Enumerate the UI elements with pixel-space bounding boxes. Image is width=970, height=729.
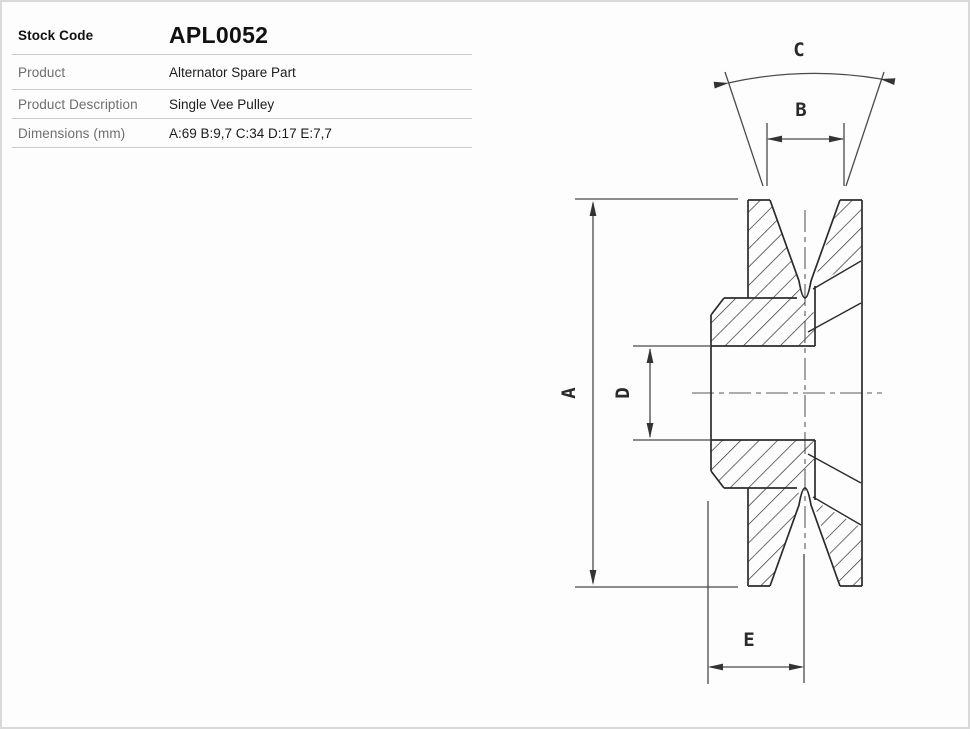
spec-value: A:69 B:9,7 C:34 D:17 E:7,7 xyxy=(169,125,332,141)
dim-e-arrow-left xyxy=(708,664,723,671)
dim-label-b: B xyxy=(795,99,807,121)
hatch-upper-web xyxy=(711,298,815,346)
dim-a-arrow-down xyxy=(590,570,597,585)
dim-label-d: D xyxy=(612,387,634,399)
hatch-lower-web xyxy=(711,440,815,488)
dim-c-ext-right xyxy=(846,72,884,186)
dim-label-e: E xyxy=(743,629,755,651)
dim-b-arrow-right xyxy=(829,136,844,143)
dim-c-ext-left xyxy=(725,72,763,186)
spec-value: Single Vee Pulley xyxy=(169,96,275,112)
spec-label: Dimensions (mm) xyxy=(18,125,126,141)
flange-cone-edge-4 xyxy=(808,454,861,483)
hatch-bottom-right-flange xyxy=(813,500,862,586)
spec-label: Stock Code xyxy=(18,27,94,43)
dim-e-arrow-right xyxy=(789,664,804,671)
spec-value: Alternator Spare Part xyxy=(169,64,296,80)
dim-c-arc xyxy=(728,73,881,83)
dim-label-c: C xyxy=(793,39,805,61)
spec-label: Product Description xyxy=(18,96,138,112)
stock-code-value: APL0052 xyxy=(169,21,269,48)
hatch-top-right-flange xyxy=(813,200,862,286)
dim-label-a: A xyxy=(558,387,580,399)
flange-cone-edge-2 xyxy=(808,303,861,332)
dim-d-arrow-up xyxy=(647,348,654,363)
dim-c-arrow-left xyxy=(714,80,730,89)
dimension-b-annotation xyxy=(767,99,844,186)
dim-d-arrow-down xyxy=(647,423,654,438)
dim-a-arrow-up xyxy=(590,201,597,216)
dim-b-arrow-left xyxy=(767,136,782,143)
pulley-diagram xyxy=(2,2,970,729)
spec-label: Product xyxy=(18,64,66,80)
